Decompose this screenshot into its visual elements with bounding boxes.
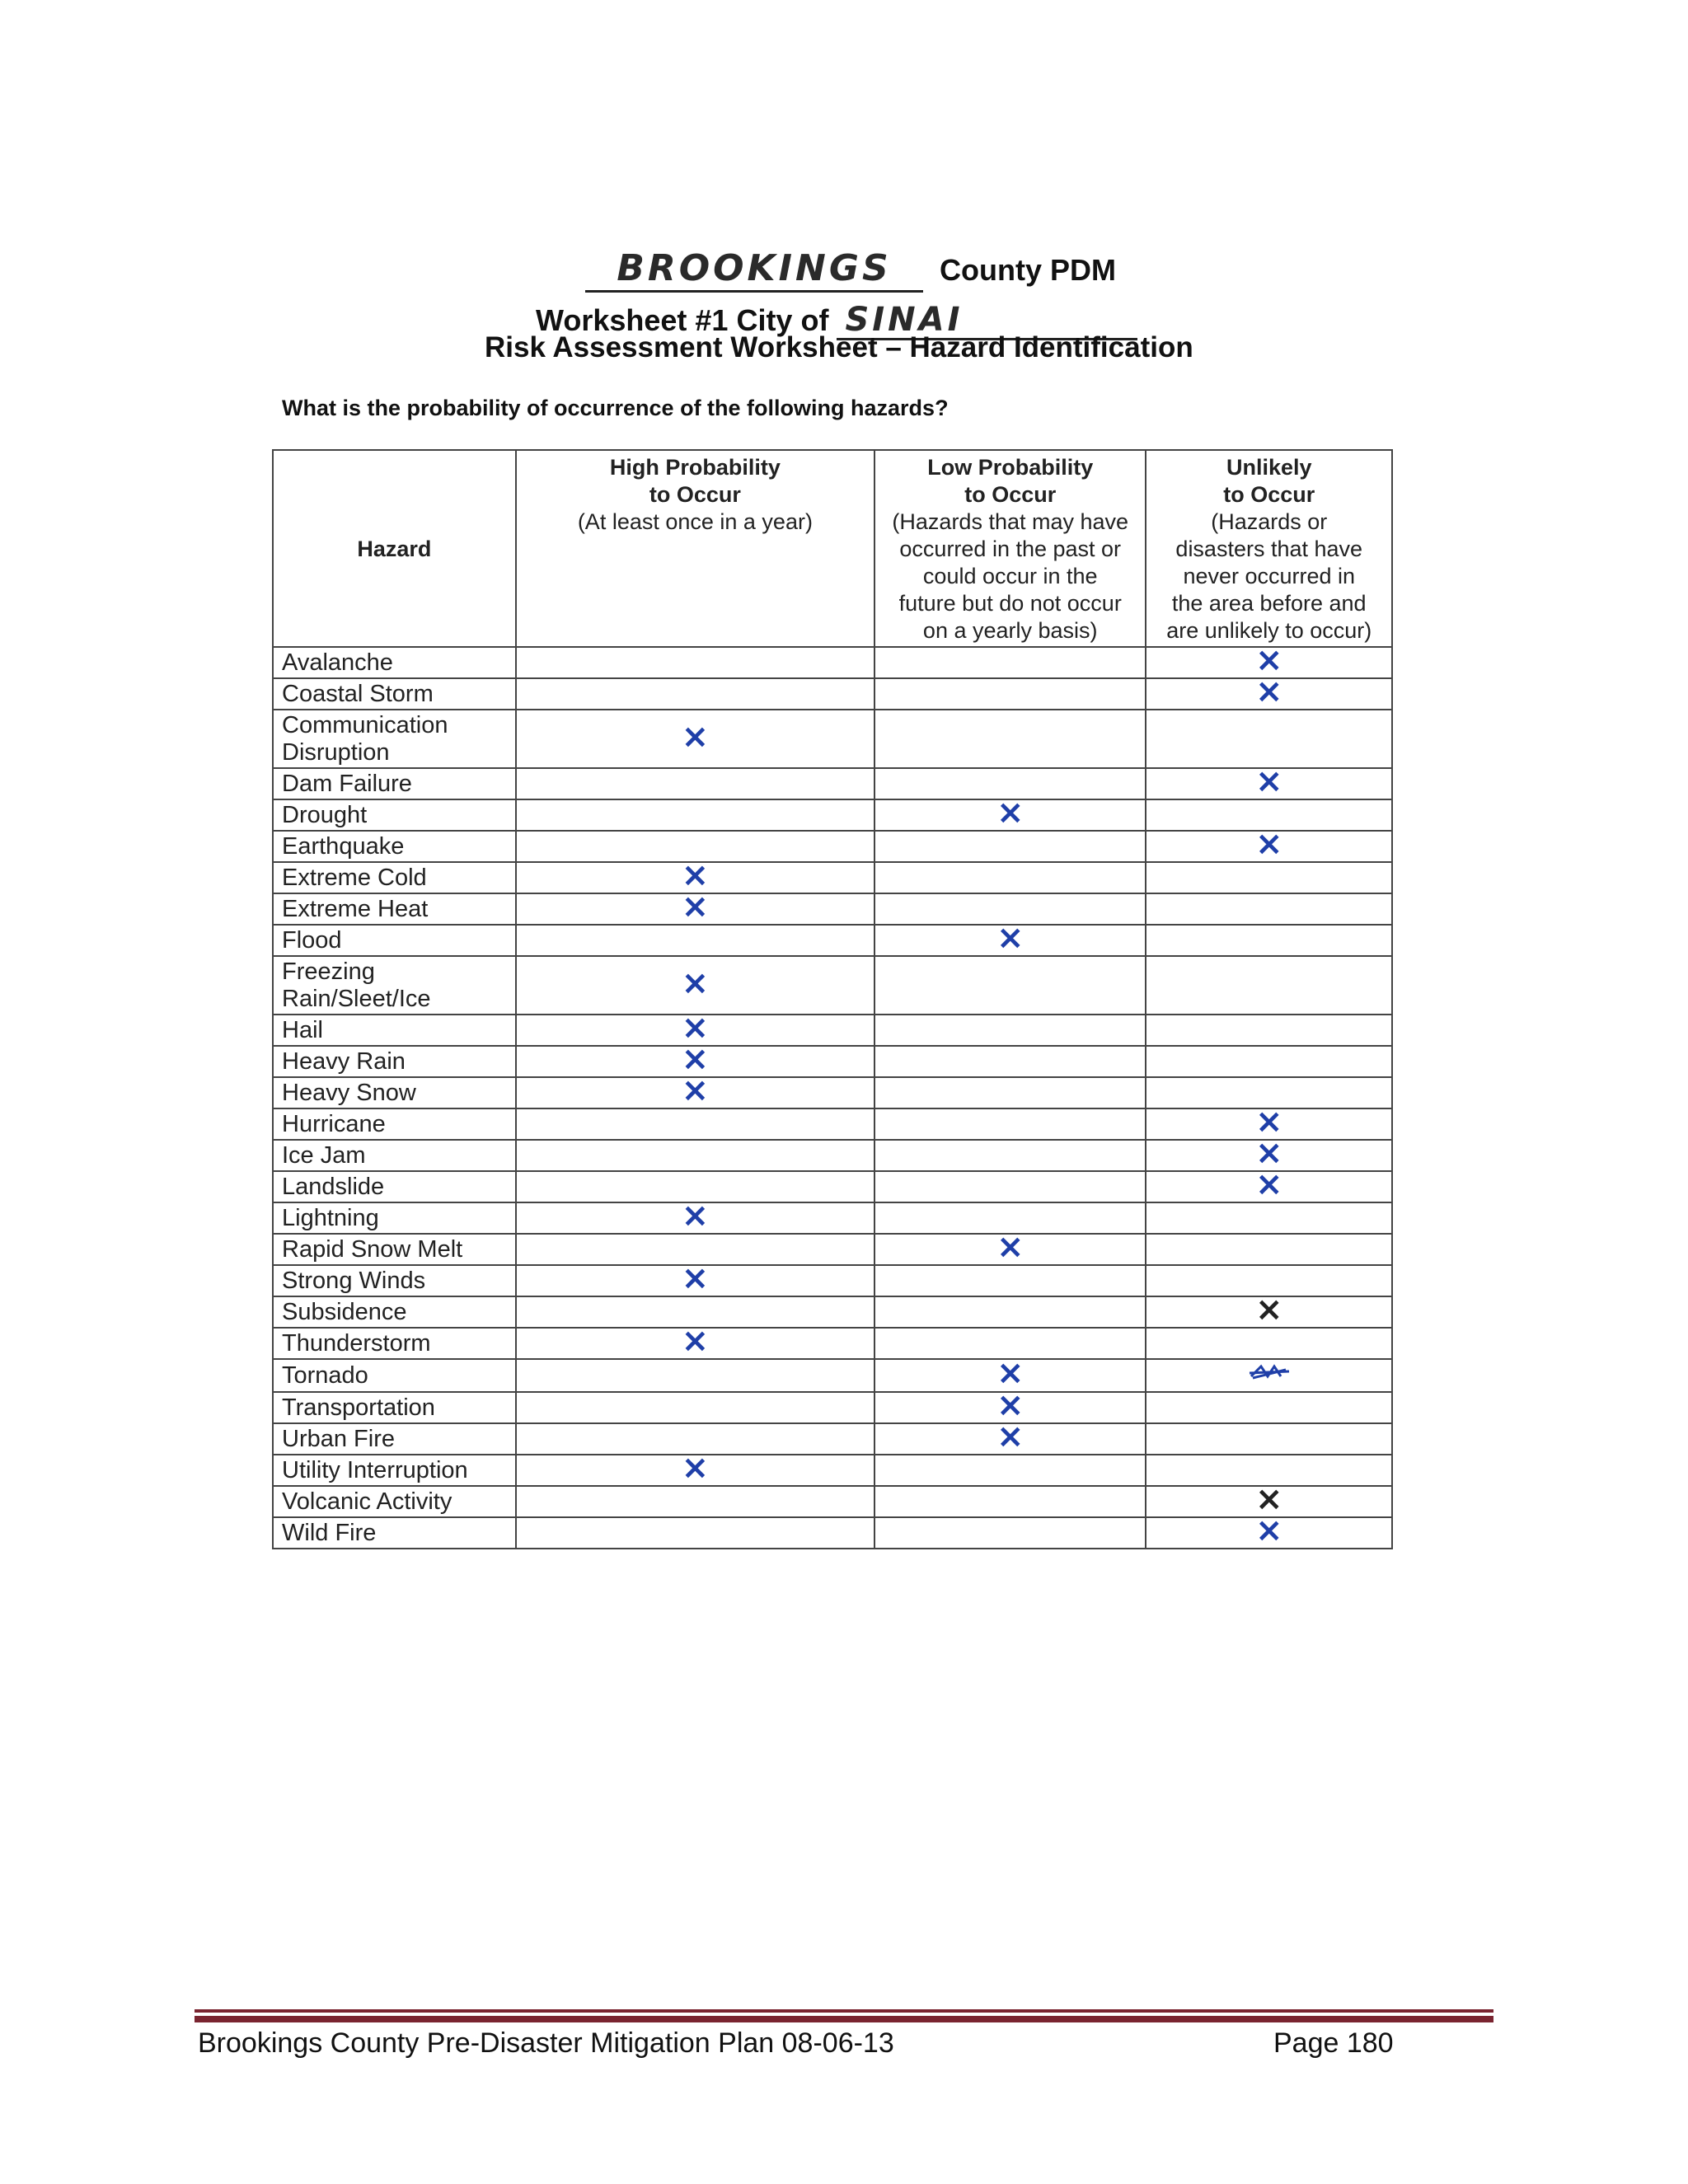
hazard-name: Hurricane [273, 1108, 516, 1140]
hazard-name: Tornado [273, 1359, 516, 1392]
scanned-worksheet [247, 223, 1434, 1549]
low-cell [874, 647, 1146, 678]
low-cell [874, 678, 1146, 710]
low-cell [874, 956, 1146, 1015]
probability-question: What is the probability of occurrence of the following hazards? [282, 396, 949, 420]
footer-page-number: Page 180 [1273, 2027, 1394, 2059]
check-mark-icon: × [996, 794, 1025, 832]
unlikely-cell [1146, 893, 1392, 925]
table-row [273, 1202, 1392, 1234]
check-mark-icon: × [681, 1009, 710, 1047]
hazard-name: Volcanic Activity [273, 1486, 516, 1517]
check-mark-icon: × [1254, 1480, 1283, 1518]
hazard-name: Communication Disruption [273, 710, 516, 768]
hazard-name: Extreme Cold [273, 862, 516, 893]
hazard-table [272, 449, 1393, 1549]
check-mark-icon: × [681, 1259, 710, 1297]
city-name-handwritten: SINAI [837, 302, 1137, 340]
check-mark-icon: × [681, 1322, 710, 1360]
table-row [273, 1077, 1392, 1108]
unlikely-cell [1146, 1015, 1392, 1046]
low-cell [874, 1015, 1146, 1046]
check-mark-icon: × [681, 717, 710, 756]
low-cell [874, 794, 1146, 832]
table-row [273, 831, 1392, 862]
unlikely-cell [1146, 1046, 1392, 1077]
check-mark-icon: × [996, 1418, 1025, 1455]
low-cell [874, 919, 1146, 957]
check-mark-icon: × [681, 1040, 710, 1078]
high-cell [516, 925, 874, 956]
unlikely-cell [1146, 956, 1392, 1015]
low-cell [874, 1171, 1146, 1202]
hazard-name: Strong Winds [273, 1265, 516, 1296]
hazard-table-body [273, 641, 1392, 1549]
table-row [273, 1265, 1392, 1296]
hazard-column-header: Hazard [273, 450, 516, 647]
check-mark-icon: × [996, 1386, 1025, 1424]
table-row [273, 799, 1392, 831]
table-row [273, 1517, 1392, 1549]
high-cell [516, 768, 874, 799]
table-row [273, 893, 1392, 925]
hazard-name: Extreme Heat [273, 893, 516, 925]
check-mark-icon: × [681, 1449, 710, 1487]
worksheet-subtitle: Risk Assessment Worksheet – Hazard Identification [485, 331, 1193, 363]
table-row [273, 956, 1392, 1015]
low-cell [874, 862, 1146, 893]
low-cell [874, 1108, 1146, 1140]
table-row [273, 1455, 1392, 1486]
unlikely-cell [1146, 1165, 1392, 1203]
low-probability-header: Low Probability to Occur (Hazards that may have occurred in the past or could occur in the future but do not occur on a yearly basis) [874, 450, 1146, 647]
scribbled-out-mark-icon [1245, 1360, 1294, 1386]
unlikely-cell [1146, 1328, 1392, 1359]
unlikely-cell [1146, 710, 1392, 768]
check-mark-icon: × [1254, 825, 1283, 863]
hazard-name: Urban Fire [273, 1423, 516, 1455]
hazard-name: Wild Fire [273, 1517, 516, 1549]
table-row [273, 1108, 1392, 1140]
check-mark-icon: × [996, 1228, 1025, 1266]
table-row [273, 1392, 1392, 1423]
hazard-name: Lightning [273, 1202, 516, 1234]
high-cell [516, 647, 874, 678]
high-cell [516, 888, 874, 926]
low-cell [874, 1296, 1146, 1328]
county-title-line [585, 247, 1116, 293]
check-mark-icon: × [996, 1354, 1025, 1392]
hazard-name: Flood [273, 925, 516, 956]
check-mark-icon: × [681, 888, 710, 926]
table-row [273, 647, 1392, 678]
hazard-name: Heavy Rain [273, 1046, 516, 1077]
check-mark-icon: × [1254, 673, 1283, 710]
unlikely-header: Unlikely to Occur (Hazards or disasters that have never occurred in the area before and are unlikely to occur) [1146, 450, 1392, 647]
hazard-name: Rapid Snow Melt [273, 1234, 516, 1265]
table-row [273, 1046, 1392, 1077]
unlikely-cell [1146, 825, 1392, 863]
table-row [273, 1234, 1392, 1265]
table-row [273, 678, 1392, 710]
hazard-name: Hail [273, 1015, 516, 1046]
low-cell [874, 1418, 1146, 1455]
footer-plan-title: Brookings County Pre-Disaster Mitigation Plan 08-06-13 [198, 2027, 894, 2059]
low-cell [874, 831, 1146, 862]
unlikely-cell [1146, 862, 1392, 893]
hazard-name: Freezing Rain/Sleet/Ice [273, 956, 516, 1015]
high-cell [516, 799, 874, 831]
high-cell [516, 1140, 874, 1171]
table-row [273, 710, 1392, 768]
high-cell [516, 956, 874, 1015]
hazard-name: Drought [273, 799, 516, 831]
high-cell [516, 1071, 874, 1109]
county-pdm-label: County PDM [940, 253, 1116, 287]
unlikely-cell [1146, 1423, 1392, 1455]
hazard-name: Dam Failure [273, 768, 516, 799]
low-cell [874, 1265, 1146, 1296]
low-cell [874, 710, 1146, 768]
high-cell [516, 678, 874, 710]
hazard-name: Ice Jam [273, 1140, 516, 1171]
county-name-handwritten: BROOKINGS [585, 247, 923, 293]
hazard-name: Heavy Snow [273, 1077, 516, 1108]
hazard-name: Transportation [273, 1392, 516, 1423]
hazard-name: Utility Interruption [273, 1455, 516, 1486]
high-cell [516, 1392, 874, 1423]
table-row [273, 862, 1392, 893]
check-mark-icon: × [681, 1071, 710, 1109]
low-cell [874, 1486, 1146, 1517]
low-cell [874, 1455, 1146, 1486]
high-cell [516, 1108, 874, 1140]
hazard-name: Subsidence [273, 1296, 516, 1328]
footer-rule-thick [195, 2016, 1493, 2022]
table-row [273, 925, 1392, 956]
check-mark-icon: × [1254, 641, 1283, 679]
unlikely-cell [1146, 1202, 1392, 1234]
table-row [273, 1423, 1392, 1455]
high-cell [516, 1517, 874, 1549]
unlikely-cell [1146, 762, 1392, 800]
check-mark-icon: × [681, 856, 710, 894]
low-cell [874, 1046, 1146, 1077]
low-cell [874, 1140, 1146, 1171]
footer-rule [195, 2009, 1493, 2013]
hazard-name: Avalanche [273, 647, 516, 678]
table-row [273, 768, 1392, 799]
high-cell [516, 1197, 874, 1235]
unlikely-cell [1146, 1359, 1392, 1392]
check-mark-icon: × [1254, 1165, 1283, 1203]
table-row [273, 1171, 1392, 1202]
high-cell [516, 1259, 874, 1297]
low-cell [874, 1517, 1146, 1549]
high-probability-header: High Probability to Occur (At least once in a year) [516, 450, 874, 647]
low-cell [874, 1228, 1146, 1266]
hazard-name: Coastal Storm [273, 678, 516, 710]
unlikely-cell [1146, 925, 1392, 956]
table-header-row [273, 450, 1392, 647]
unlikely-cell [1146, 1392, 1392, 1423]
unlikely-cell [1146, 1511, 1392, 1549]
high-cell [516, 1486, 874, 1517]
check-mark-icon: × [1254, 1103, 1283, 1141]
high-cell [516, 1322, 874, 1360]
table-row [273, 1015, 1392, 1046]
worksheet-prefix: Worksheet #1 City of [536, 303, 829, 337]
low-cell [874, 1077, 1146, 1108]
check-mark-icon: × [1254, 762, 1283, 800]
check-mark-icon: × [681, 1197, 710, 1235]
table-row [273, 1140, 1392, 1171]
check-mark-icon: × [996, 919, 1025, 957]
table-row [273, 1359, 1392, 1392]
table-row [273, 1486, 1392, 1517]
check-mark-icon: × [1254, 1134, 1283, 1172]
check-mark-icon: × [1254, 1291, 1283, 1329]
high-cell [516, 1359, 874, 1392]
hazard-name: Thunderstorm [273, 1328, 516, 1359]
high-cell [516, 710, 874, 768]
unlikely-cell [1146, 673, 1392, 710]
hazard-name: Earthquake [273, 831, 516, 862]
table-row [273, 1328, 1392, 1359]
hazard-name: Landslide [273, 1171, 516, 1202]
unlikely-cell [1146, 1234, 1392, 1265]
unlikely-cell [1146, 1291, 1392, 1329]
table-row [273, 1296, 1392, 1328]
check-mark-icon: × [1254, 1511, 1283, 1549]
check-mark-icon: × [681, 963, 710, 1002]
high-cell [516, 1449, 874, 1487]
